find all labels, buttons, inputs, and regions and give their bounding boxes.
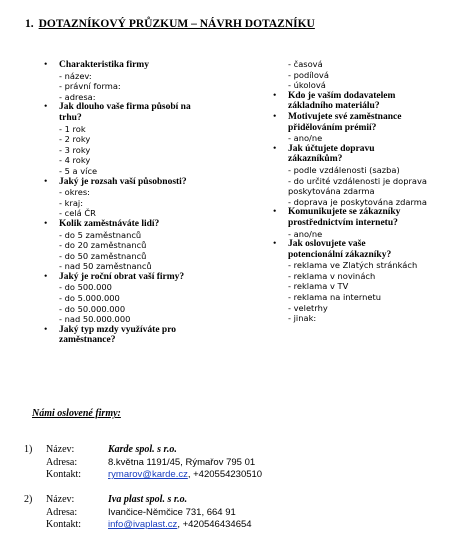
bullet-icon: • (44, 324, 48, 335)
address-label: Adresa: (46, 506, 78, 518)
title-text: DOTAZNÍKOVÝ PRŮZKUM – NÁVRH DOTAZNÍKU (38, 18, 315, 30)
firm-phone: , +420546434654 (177, 519, 252, 530)
question-heading: • Jaký je roční obrat vaší firmy? (44, 271, 185, 282)
question-heading: • Motivujete své zaměstnance přidělováním prémií? (273, 111, 402, 133)
question-block (44, 102, 259, 176)
firm-entry (24, 494, 252, 532)
question-heading: • Jaký je rozsah vaší působnosti? (44, 176, 187, 187)
question-block (44, 177, 259, 219)
question-heading: • Jak dlouho vaše firma působí na trhu? (44, 102, 191, 123)
firm-contact-row (24, 469, 262, 482)
answer-option: - veletrhy (288, 302, 328, 313)
firm-name: Iva plast spol. s r.o. (108, 494, 188, 505)
question-heading: • Jak oslovujete vaše potencionální zákazníky? (273, 239, 392, 260)
answer-option: - 1 rok (59, 123, 86, 134)
question-block (44, 219, 259, 272)
question-block (273, 207, 468, 239)
bullet-icon: • (44, 271, 48, 282)
answer-option: - 2 roky (59, 134, 91, 145)
answer-option: - ano/ne (288, 228, 323, 239)
question-block (273, 91, 468, 112)
firms-heading: Námi oslovené firmy: (32, 408, 121, 419)
email-link[interactable]: rymarov@karde.cz (108, 469, 188, 480)
answer-option: - časová (288, 59, 323, 69)
left-question-column (44, 60, 259, 346)
answer-option: - nad 50.000.000 (59, 314, 131, 325)
bullet-icon: • (44, 218, 48, 229)
answer-option: - 5 a více (59, 165, 98, 176)
answer-option: - 4 roky (59, 155, 91, 166)
question-block (44, 325, 259, 346)
address-label: Adresa: (46, 456, 78, 468)
answer-option: - reklama v novinách (288, 270, 376, 281)
firm-address: Ivančice-Němčice 731, 664 91 (108, 506, 236, 518)
firm-name-row (24, 494, 252, 507)
page-title (25, 18, 315, 30)
email-link[interactable]: info@ivaplast.cz (108, 519, 178, 530)
question-block (273, 144, 468, 208)
answer-option: - doprava je poskytována zdarma (288, 196, 427, 207)
question-heading: • Kdo je vaším dodavatelem základního materiálu? (273, 90, 396, 112)
bullet-icon: • (44, 60, 48, 70)
firm-contact-row (24, 519, 252, 532)
answer-option: poskytována zdarma (288, 186, 375, 197)
firm-phone: , +420554230510 (187, 469, 263, 480)
name-label: Název: (46, 494, 75, 505)
answer-option: - celá ČR (59, 208, 96, 219)
name-label: Název: (46, 444, 75, 455)
answer-option: - reklama ve Zlatých stránkách (288, 260, 418, 271)
answer-option: - podílová (288, 69, 329, 80)
question-block (44, 60, 259, 102)
answer-option: - do určité vzdálenosti je doprava (288, 175, 427, 186)
firm-address-row (24, 507, 252, 520)
answer-option: - reklama na internetu (288, 292, 382, 303)
right-question-column (273, 59, 468, 324)
answer-option: - nad 50 zaměstnanců (59, 261, 152, 272)
question-heading: • Charakteristika firmy (44, 60, 149, 70)
firm-address-row (24, 457, 262, 470)
answer-option: - do 50.000.000 (59, 303, 126, 314)
answer-option: - reklama v TV (288, 281, 349, 292)
bullet-icon: • (44, 102, 48, 113)
firm-entry (24, 444, 262, 482)
answer-option: - podle vzdálenosti (sazba) (288, 164, 400, 175)
bullet-icon: • (273, 207, 277, 218)
bullet-icon: • (273, 111, 277, 122)
answer-option: - kraj: (59, 197, 84, 208)
title-number: 1. (25, 18, 34, 30)
answer-option: - do 20 zaměstnanců (59, 240, 147, 251)
firm-number: 2) (24, 494, 33, 505)
firm-number: 1) (24, 444, 33, 455)
question-heading: • Kolik zaměstnáváte lidí? (44, 218, 160, 229)
bullet-icon: • (273, 143, 277, 154)
answer-option: - do 5 zaměstnanců (59, 229, 142, 240)
answer-option: - ano/ne (288, 133, 323, 144)
question-block (44, 272, 259, 325)
answer-option: - úkolová (288, 80, 326, 91)
answer-option: - název: (59, 70, 92, 81)
question-block (273, 239, 468, 324)
contact-label: Kontakt: (46, 469, 81, 480)
answer-option: - do 5.000.000 (59, 293, 120, 304)
question-heading: • Jak účtujete dopravu zákazníkům? (273, 143, 375, 165)
question-heading: • Komunikujete se zákazníky prostřednictvím internetu? (273, 207, 401, 228)
answer-option: - právní forma: (59, 81, 121, 92)
question-heading: • Jaký typ mzdy využíváte pro zaměstnance? (44, 324, 176, 346)
bullet-icon: • (44, 176, 48, 187)
answer-option: - adresa: (59, 91, 96, 102)
firm-address: 8.května 1191/45, Rýmařov 795 01 (108, 456, 256, 468)
answer-option: - 3 roky (59, 144, 91, 155)
firm-name-row (24, 444, 262, 457)
answer-option: - do 50 zaměstnanců (59, 250, 147, 261)
contact-label: Kontakt: (46, 519, 81, 530)
bullet-icon: • (273, 90, 277, 101)
question-block (273, 112, 468, 144)
firm-name: Karde spol. s r.o. (108, 444, 177, 455)
answer-option: - jinak: (288, 313, 317, 324)
answer-option: - okres: (59, 187, 90, 198)
answer-option: - do 500.000 (59, 282, 112, 293)
bullet-icon: • (273, 239, 277, 250)
